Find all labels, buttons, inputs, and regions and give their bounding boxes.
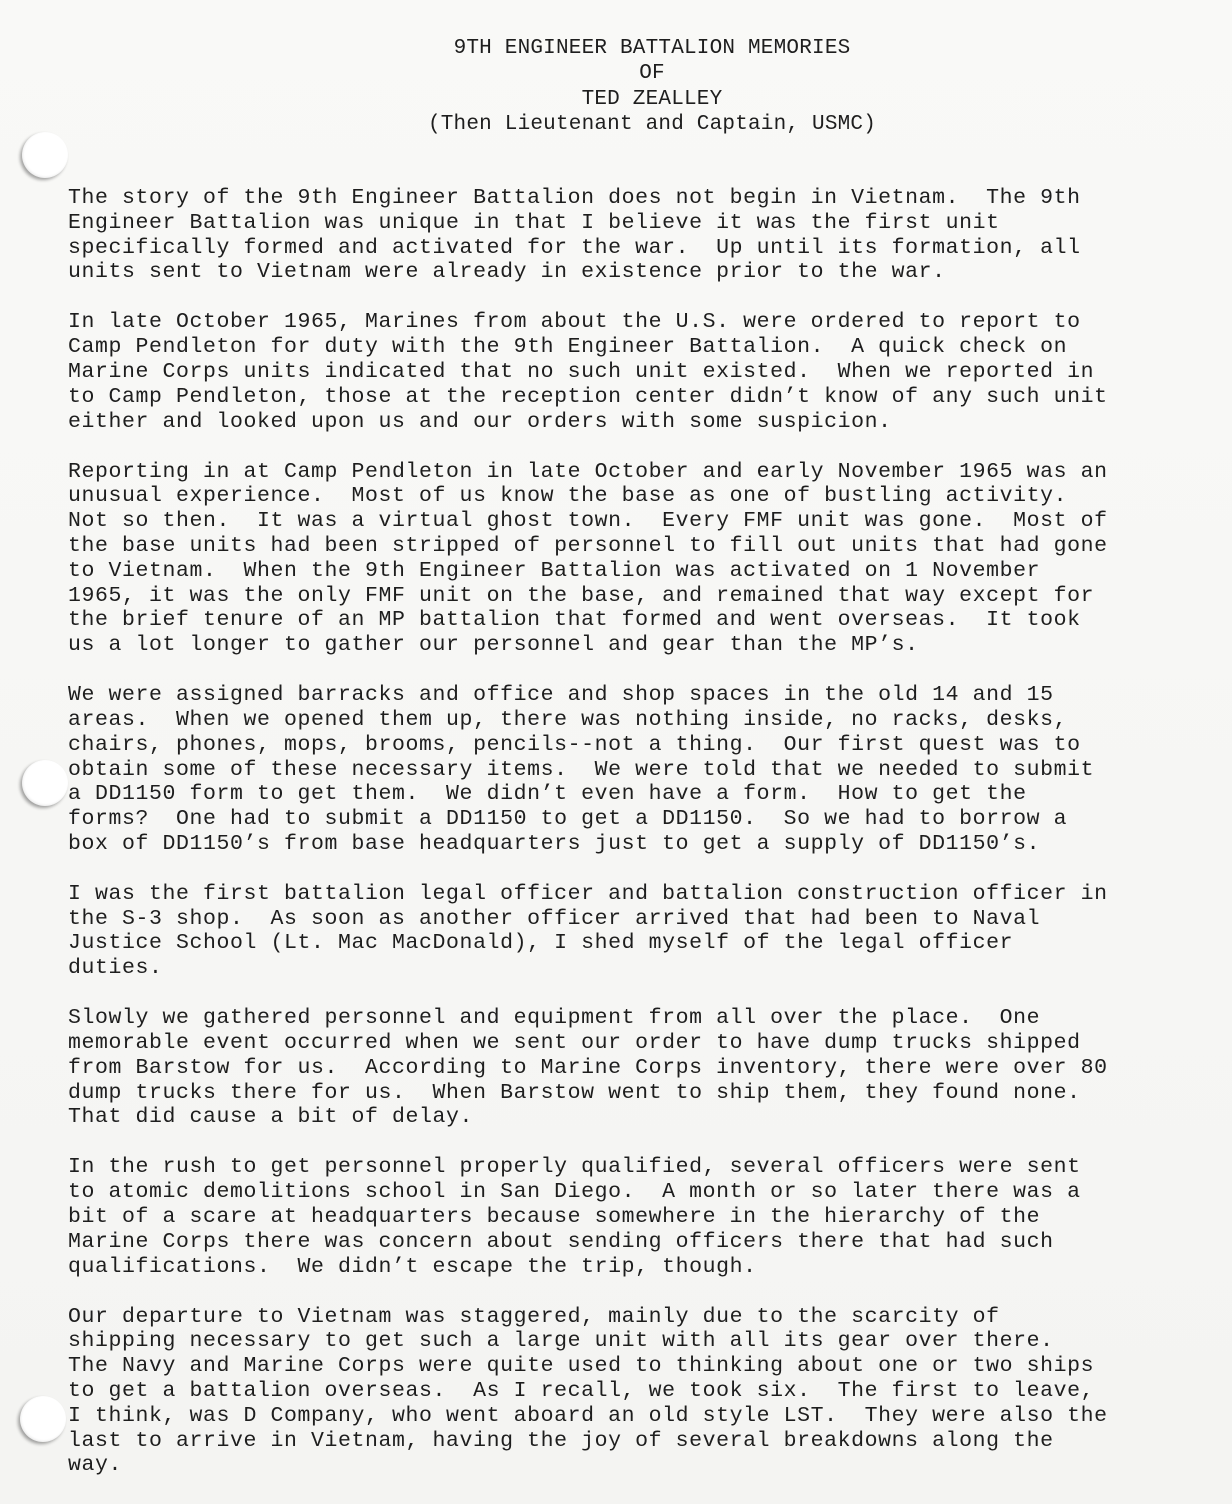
text-line: specifically formed and activated for the war. Up until its formation, all [68, 235, 1081, 260]
text-line: us a lot longer to gather our personnel and gear than the MP’s. [68, 633, 919, 658]
text-line: from Barstow for us. According to Marine Corps inventory, there were over 80 [68, 1055, 1108, 1080]
text-line: I think, was D Company, who went aboard an old style LST. They were also the [68, 1403, 1108, 1428]
text-line: 1965, it was the only FMF unit on the base, and remained that way except for [68, 583, 1095, 608]
text-line: I was the first battalion legal officer and battalion construction officer in [68, 881, 1108, 906]
paragraph-8 [68, 1305, 1228, 1479]
text-line: memorable event occurred when we sent our order to have dump trucks shipped [68, 1031, 1081, 1056]
paragraph-1 [68, 186, 1228, 285]
header-title: 9TH ENGINEER BATTALION MEMORIES [453, 37, 851, 60]
paragraph-7 [68, 1155, 1228, 1279]
punch-hole [22, 760, 68, 806]
text-line: The Navy and Marine Corps were quite used to thinking about one or two ships [68, 1354, 1095, 1379]
document-body [68, 186, 1228, 1503]
text-line: to Camp Pendleton, those at the reception center didn’t know of any such unit [68, 384, 1108, 409]
header-of: OF [639, 62, 665, 86]
text-line: way. [68, 1453, 123, 1478]
text-line: to atomic demolitions school in San Diego. A month or so later there was a [68, 1180, 1081, 1205]
text-line: chairs, phones, mops, brooms, pencils--not a thing. Our first quest was to [68, 732, 1081, 757]
document-header [0, 36, 1232, 138]
text-line: dump trucks there for us. When Barstow went to ship them, they found none. [68, 1080, 1081, 1105]
text-line: units sent to Vietnam were already in existence prior to the war. [68, 260, 946, 285]
text-line: shipping necessary to get such a large unit with all its gear over there. [68, 1329, 1054, 1354]
paragraph-2 [68, 310, 1228, 434]
text-line: to Vietnam. When the 9th Engineer Battalion was activated on 1 November [68, 558, 1041, 583]
text-line: bit of a scare at headquarters because somewhere in the hierarchy of the [68, 1205, 1041, 1230]
text-line: That did cause a bit of delay. [68, 1105, 474, 1130]
text-line: Marine Corps there was concern about sending officers there that had such [68, 1229, 1054, 1254]
text-line: forms? One had to submit a DD1150 to get a DD1150. So we had to borrow a [68, 807, 1068, 832]
text-line: areas. When we opened them up, there was nothing inside, no racks, desks, [68, 707, 1068, 732]
text-line: qualifications. We didn’t escape the trip, though. [68, 1254, 757, 1279]
text-line: Engineer Battalion was unique in that I believe it was the first unit [68, 210, 1000, 235]
text-line: last to arrive in Vietnam, having the joy of several breakdowns along the [68, 1428, 1054, 1453]
text-line: The story of the 9th Engineer Battalion does not begin in Vietnam. The 9th [68, 186, 1081, 210]
header-author: TED ZEALLEY [581, 87, 723, 111]
header-rank: (Then Lieutenant and Captain, USMC) [427, 113, 877, 137]
text-line: a DD1150 form to get them. We didn’t even have a form. How to get the [68, 782, 1027, 807]
text-line: We were assigned barracks and office and shop spaces in the old 14 and 15 [68, 683, 1054, 708]
paragraph-4 [68, 683, 1228, 857]
text-line: the brief tenure of an MP battalion that formed and went overseas. It took [68, 608, 1081, 633]
text-line: unusual experience. Most of us know the base as one of bustling activity. [68, 484, 1068, 509]
text-line: Our departure to Vietnam was staggered, mainly due to the scarcity of [68, 1304, 1000, 1329]
text-line: obtain some of these necessary items. We were told that we needed to submit [68, 757, 1095, 782]
text-line: Justice School (Lt. Mac MacDonald), I shed myself of the legal officer [68, 931, 1014, 956]
punch-hole [22, 132, 68, 178]
text-line: Slowly we gathered personnel and equipment from all over the place. One [68, 1006, 1041, 1031]
text-line: Not so then. It was a virtual ghost town. Every FMF unit was gone. Most of [68, 509, 1108, 534]
text-line: to get a battalion overseas. As I recall, we took six. The first to leave, [68, 1378, 1095, 1403]
text-line: Marine Corps units indicated that no such unit existed. When we reported in [68, 359, 1095, 384]
text-line: In late October 1965, Marines from about the U.S. were ordered to report to [68, 310, 1081, 335]
text-line: In the rush to get personnel properly qualified, several officers were sent [68, 1155, 1081, 1180]
text-line: the base units had been stripped of personnel to fill out units that had gone [68, 533, 1108, 558]
paragraph-3 [68, 460, 1228, 658]
paragraph-5 [68, 882, 1228, 981]
text-line: box of DD1150’s from base headquarters just to get a supply of DD1150’s. [68, 831, 1041, 856]
text-line: Camp Pendleton for duty with the 9th Engineer Battalion. A quick check on [68, 335, 1068, 360]
text-line: the S-3 shop. As soon as another officer arrived that had been to Naval [68, 906, 1041, 931]
paragraph-6 [68, 1006, 1228, 1130]
text-line: either and looked upon us and our orders with some suspicion. [68, 409, 892, 434]
text-line: Reporting in at Camp Pendleton in late October and early November 1965 was an [68, 459, 1108, 484]
punch-hole [20, 1396, 66, 1442]
text-line: duties. [68, 956, 163, 981]
